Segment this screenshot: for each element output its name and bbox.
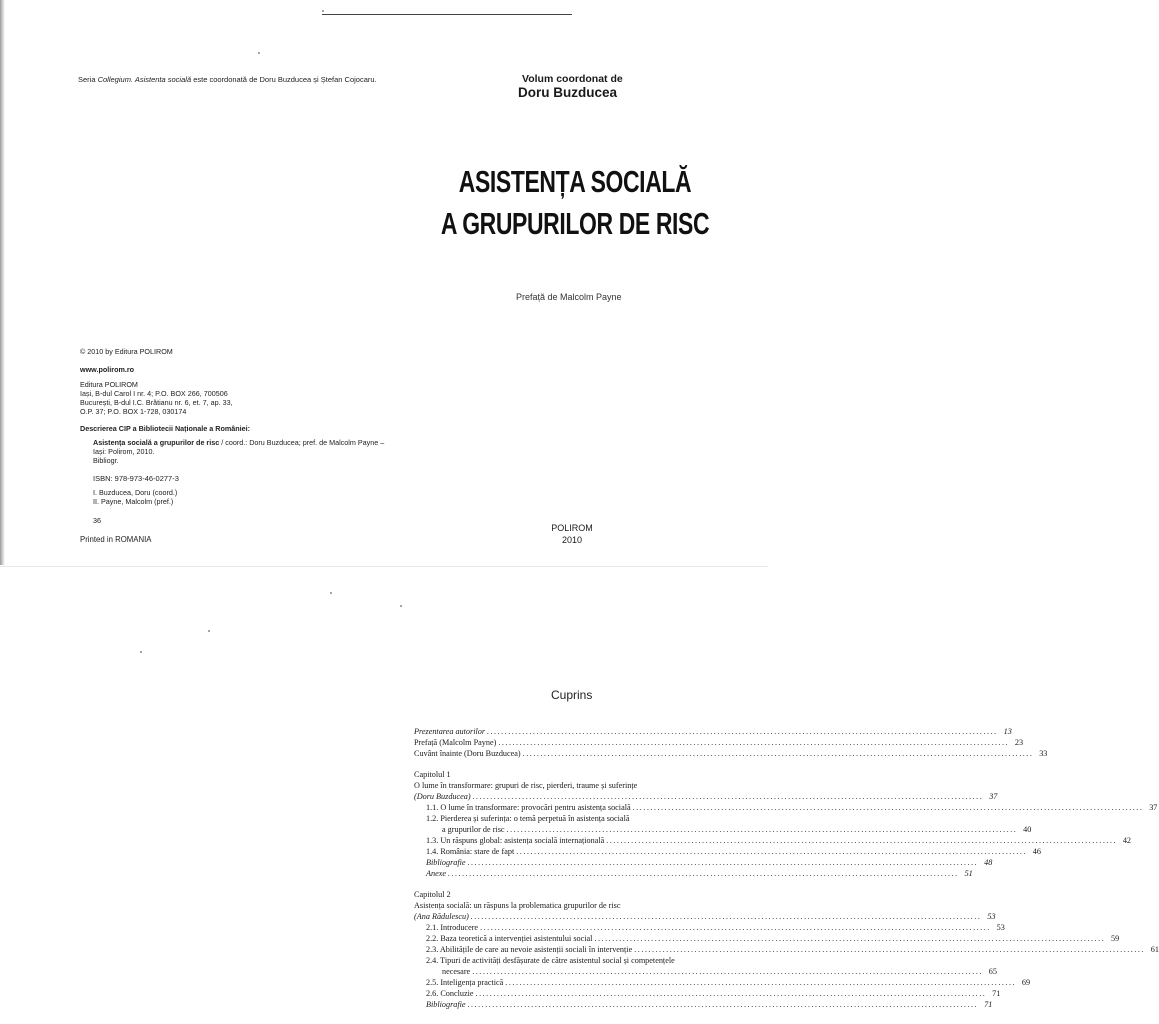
toc-row: 2.4. Tipuri de activități desfășurate de către asistentul social și competențele [426, 956, 675, 965]
chapter-1-label: Capitolul 1 [414, 770, 451, 779]
scan-speck [258, 52, 260, 54]
cip-entry [93, 438, 403, 465]
toc-row: a grupurilor de risc ..... 40 [414, 824, 732, 835]
index-2: II. Payne, Malcolm (pref.) [93, 497, 174, 506]
copyright: © 2010 by Editura POLIROM [80, 347, 173, 356]
index-1: I. Buzducea, Doru (coord.) [93, 488, 178, 497]
publisher-name-title: POLIROM [551, 523, 593, 533]
scan-speck [140, 651, 142, 653]
toc-row: 2.2. Baza teoretică a intervenției asistentului social ..... 59 [414, 933, 732, 944]
top-rule [322, 14, 572, 15]
toc-row: 1.2. Pierderea și suferința: o temă perpetuă în asistența socială [426, 814, 630, 823]
series-line [78, 75, 377, 84]
isbn: ISBN: 978-973-46-0277-3 [93, 474, 179, 483]
scan-speck [208, 630, 210, 632]
book-title-line-2: A GRUPURILOR DE RISC [440, 206, 710, 241]
publication-year: 2010 [561, 535, 583, 545]
cip-index [93, 488, 177, 506]
website: www.polirom.ro [80, 365, 135, 374]
chapter-2-label: Capitolul 2 [414, 890, 451, 899]
address-line-2: București, B-dul I.C. Brătianu nr. 6, et. 7, ap. 33, [80, 398, 233, 407]
series-prefix: Seria [78, 75, 98, 84]
chapter-2-author: (Ana Rădulescu) ..... 53 [414, 911, 732, 922]
publisher-block [547, 522, 597, 546]
toc-row: 1.3. Un răspuns global: asistența socială internațională ..... 42 [414, 835, 732, 846]
series-suffix: este coordonată de Doru Buzducea și Ștefan Cojocaru. [191, 75, 377, 84]
cip-title: Descrierea CIP a Bibliotecii Naționale a României: [80, 424, 251, 433]
toc-heading: Cuprins [551, 688, 593, 702]
toc-row: 2.1. Introducere ..... 53 [414, 922, 732, 933]
printed-in: Printed in ROMANIA [80, 535, 152, 544]
chapter-2-title: Asistența socială: un răspuns la problematica grupurilor de risc [414, 901, 621, 910]
scan-edge-shadow [0, 0, 5, 565]
toc-row: Bibliografie ..... 71 [414, 999, 732, 1010]
toc-row-foreword: Cuvânt înainte (Doru Buzducea) ..... 33 [414, 748, 732, 759]
cip-bibliogr: Bibliogr. [93, 456, 119, 465]
series-collection: Collegium. Asistenta socială [97, 75, 192, 84]
cip-place: Iași: Polirom, 2010. [93, 447, 155, 456]
scan-speck [400, 605, 402, 607]
volume-label: Volum coordonat de [522, 73, 623, 85]
cip-entry-rest: / coord.: Doru Buzducea; pref. de Malcolm Payne – [219, 438, 385, 447]
chapter-1-author: (Doru Buzducea) ..... 37 [414, 791, 732, 802]
scan-speck [330, 592, 332, 594]
preface-line: Prefață de Malcolm Payne [516, 292, 622, 302]
toc-row: 2.3. Abilitățile de care au nevoie asistenții sociali în intervenție ..... 61 [414, 944, 732, 955]
scan-speck [322, 10, 324, 12]
editor-name: Doru Buzducea [518, 85, 618, 100]
toc-row: necesare ..... 65 [414, 966, 732, 977]
toc-row-authors: Prezentarea autorilor ..... 13 [414, 726, 732, 737]
page-divider [0, 566, 768, 567]
toc-row: Anexe ..... 51 [414, 868, 732, 879]
address-line-3: O.P. 37; P.O. BOX 1-728, 030174 [80, 407, 187, 416]
toc-row-preface: Prefață (Malcolm Payne) ..... 23 [414, 737, 732, 748]
chapter-1-title: O lume în transformare: grupuri de risc, pierderi, traume și suferințe [414, 781, 638, 790]
toc-row: Bibliografie ..... 48 [414, 857, 732, 868]
cip-entry-title: Asistența socială a grupurilor de risc [93, 438, 220, 447]
book-title-line-1: ASISTENȚA SOCIALĂ [458, 164, 692, 199]
toc-row: 1.1. O lume în transformare: provocări pentru asistența socială ..... 37 [414, 802, 732, 813]
address-line-1: Iași, B-dul Carol I nr. 4; P.O. BOX 266, 700506 [80, 389, 228, 398]
toc-row: 2.5. Inteligența practică ..... 69 [414, 977, 732, 988]
toc-row: 1.4. România: stare de fapt ..... 46 [414, 846, 732, 857]
table-of-contents [414, 726, 1159, 1010]
cip-code: 36 [93, 516, 101, 525]
publisher-address [80, 380, 233, 416]
publisher-name: Editura POLIROM [80, 380, 138, 389]
toc-row: 2.6. Concluzie ..... 71 [414, 988, 732, 999]
